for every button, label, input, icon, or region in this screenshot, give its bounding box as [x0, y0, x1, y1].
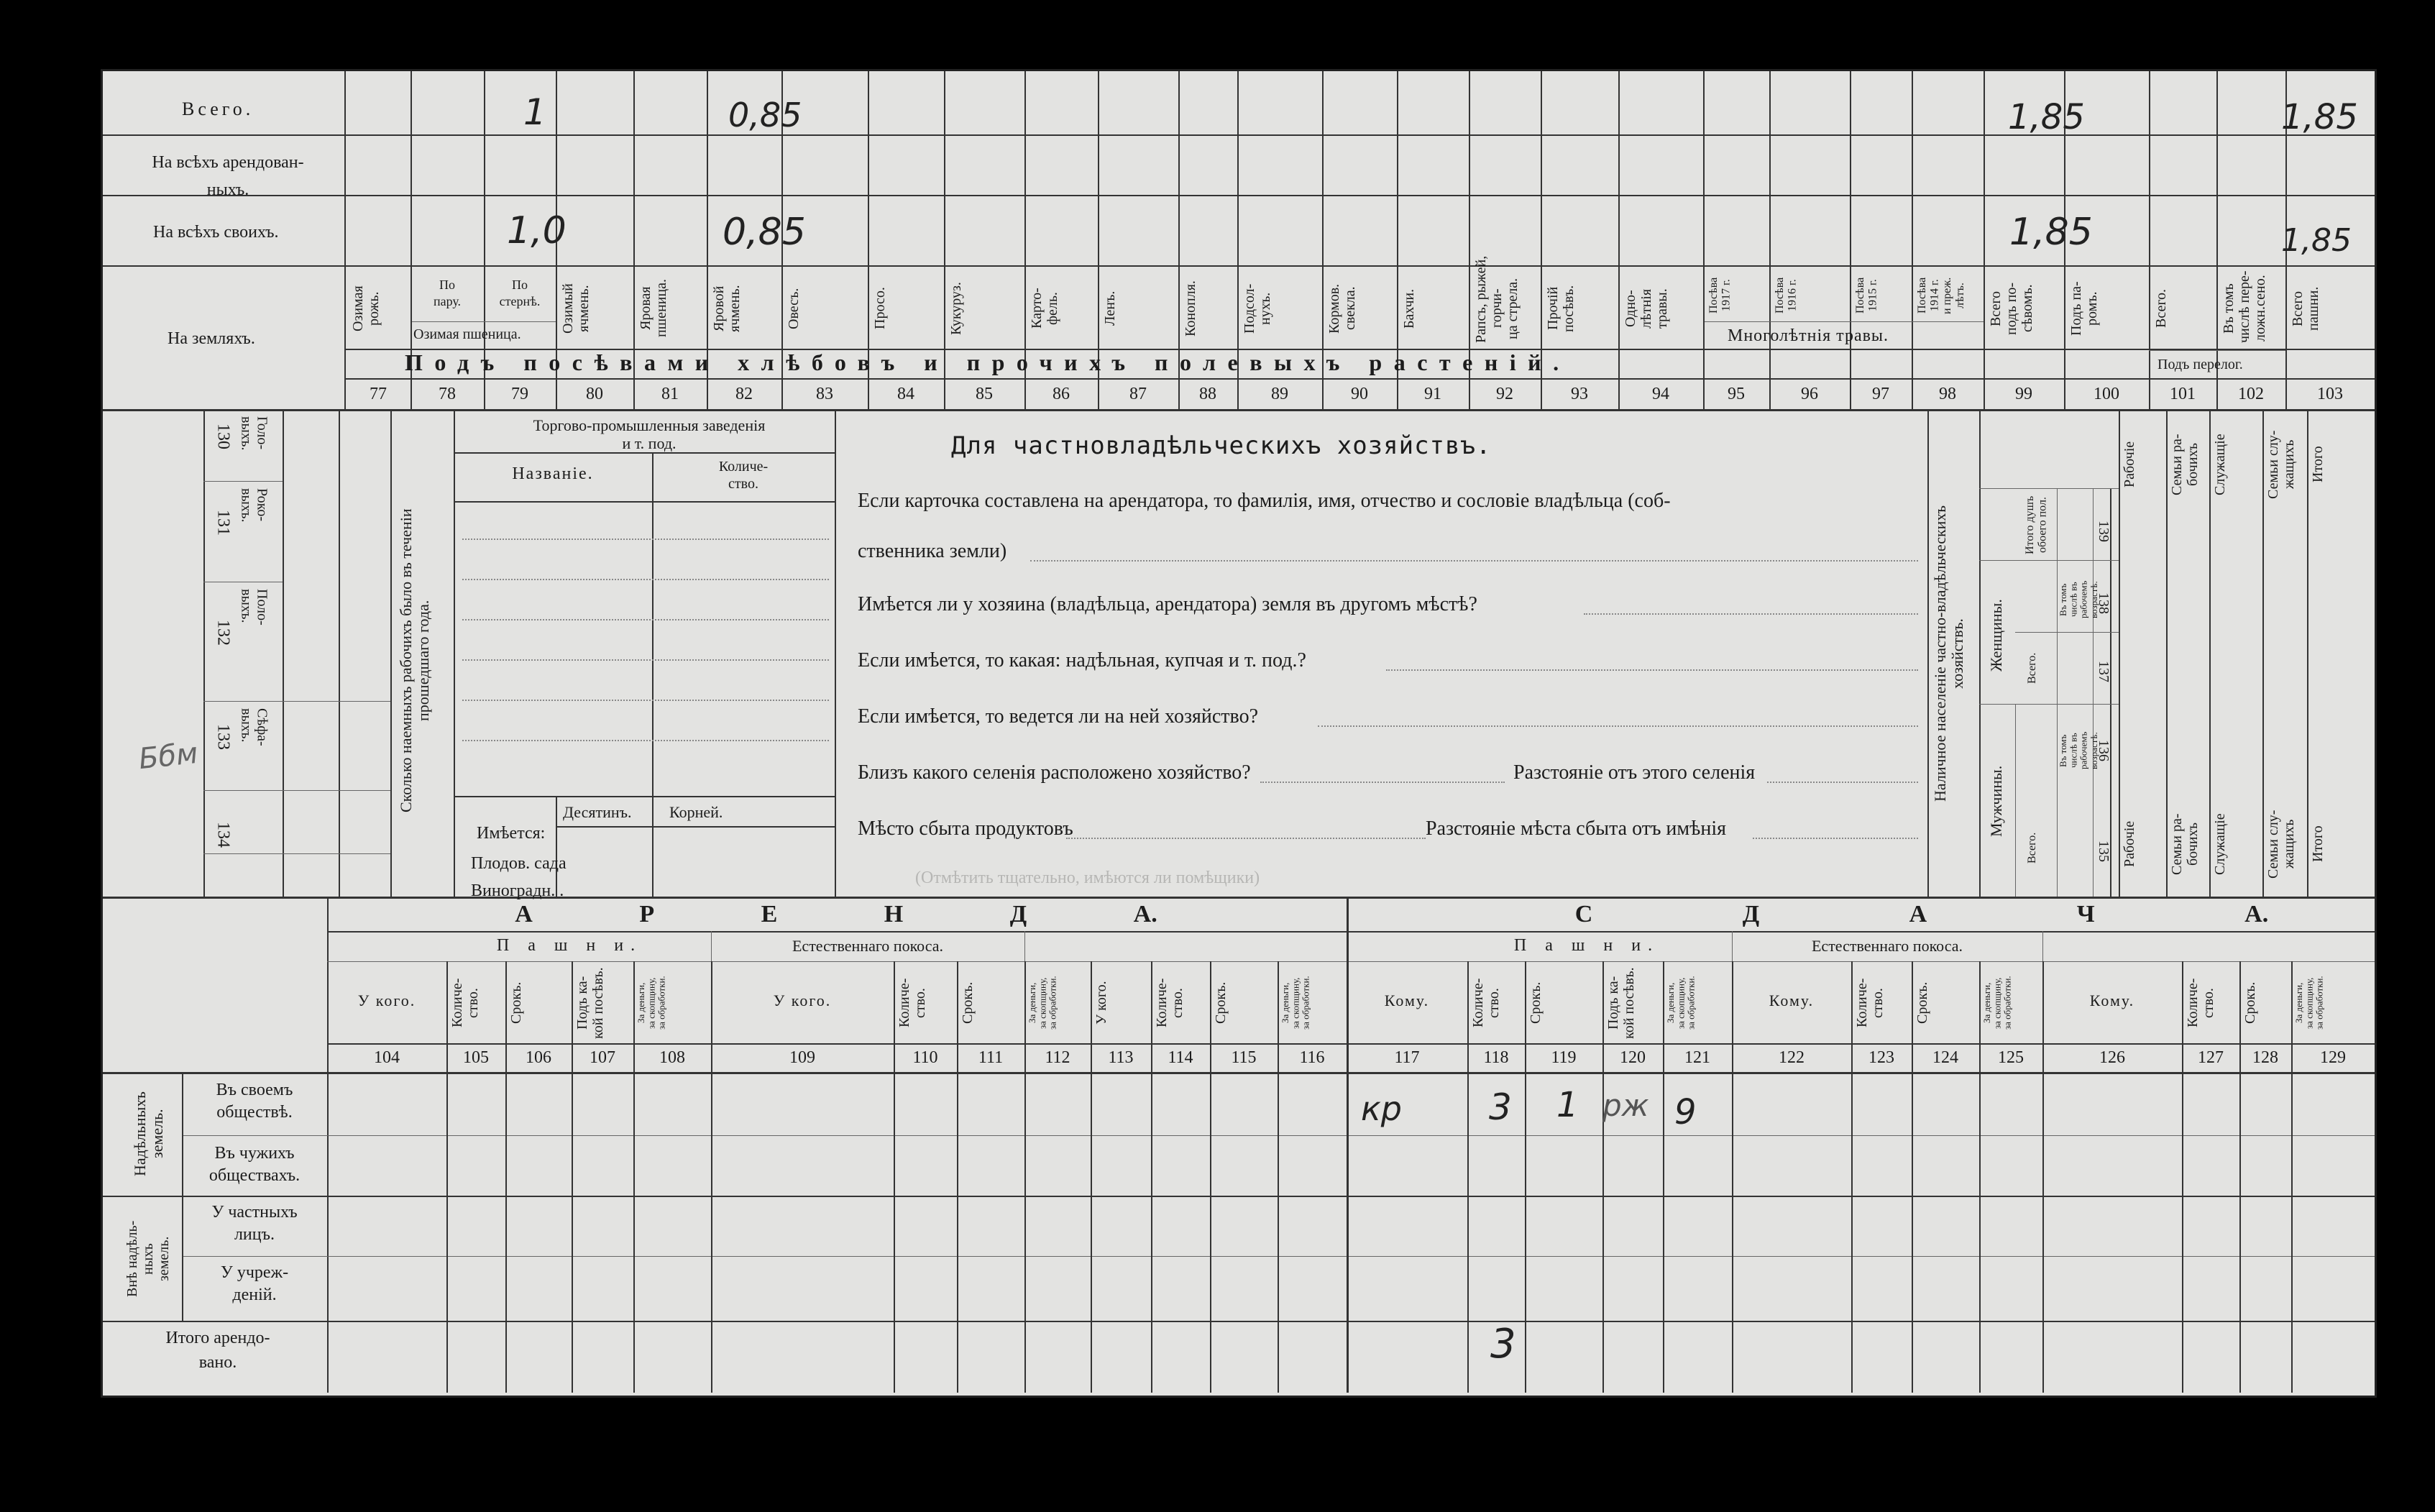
top-col-number: 86	[1053, 385, 1070, 403]
top-col-number: 99	[2015, 385, 2032, 403]
top-col-header-77: Озимая рожь.	[350, 285, 382, 331]
bottom-col-number: 104	[374, 1048, 400, 1067]
top-col-header-87: Ленъ.	[1102, 290, 1118, 326]
top-col-header-92: Рапсъ, рыжей, горчи- ца стрела.	[1473, 255, 1521, 343]
bottom-col-divider	[1525, 961, 1526, 1393]
bottom-col-number: 107	[590, 1048, 615, 1067]
row-label-arendovannyh: На всѣхъ арендован- ныхъ.	[152, 153, 304, 200]
form-q6a: Мѣсто сбыта продуктовъ	[858, 817, 1073, 840]
top-col-number: 85	[976, 385, 993, 403]
bottom-col-number: 117	[1394, 1048, 1420, 1067]
banner-pod-posevami: Подъ посѣвами хлѣбовъ и прочихъ полевыхъ растеній.	[405, 349, 1571, 375]
right-col-label-top: Итого	[2310, 446, 2326, 483]
form-title: Для частновладѣльческихъ хозяйствъ.	[951, 431, 1492, 460]
bottom-col-divider	[446, 961, 448, 1393]
bottom-col-number: 112	[1045, 1048, 1070, 1067]
pop-col-number: 139	[2096, 521, 2111, 542]
bottom-col-header: Кому.	[2089, 991, 2135, 1009]
bottom-col-number: 120	[1620, 1048, 1646, 1067]
bottom-col-divider	[1912, 961, 1913, 1393]
bottom-col-header: У кого.	[773, 991, 832, 1009]
hw-kolichestvo: 3	[1489, 1086, 1512, 1128]
bottom-col-number: 111	[978, 1048, 1004, 1067]
top-col-header-96: Посѣва 1916 г.	[1774, 277, 1799, 314]
men-label: Мужчины.	[1987, 765, 2005, 837]
top-col-number: 91	[1424, 385, 1441, 403]
right-col-divider	[2307, 409, 2308, 897]
census-card	[101, 69, 2377, 1398]
form-q4: Если имѣется, то ведется ли на ней хозяйство?	[858, 705, 1258, 728]
korney-header: Корней.	[669, 803, 723, 821]
bottom-col-divider	[572, 961, 573, 1393]
right-col-label-bottom: Итого	[2310, 825, 2326, 863]
right-col-divider	[2209, 409, 2211, 897]
trade-qty-header: Количе- ство.	[718, 459, 769, 492]
bottom-col-header: Срокъ.	[1213, 981, 1229, 1025]
imeetsya-label: Имѣется:	[477, 824, 546, 843]
hw-vsego-185b: 1,85	[2281, 97, 2358, 137]
top-col-number: 101	[2170, 385, 2196, 403]
sdacha-label: С Д А Ч А.	[1574, 901, 2269, 927]
right-col-divider	[2166, 409, 2168, 897]
row-u-uchrezhdeniy: У учреж- деній.	[220, 1263, 289, 1305]
top-col-header-88: Конопля.	[1183, 280, 1198, 336]
top-col-number: 100	[2094, 385, 2119, 403]
top-col-header-89: Подсол- нухъ.	[1242, 283, 1273, 334]
left-col-label: Голо- выхъ.	[238, 416, 270, 451]
bottom-col-header: За деньги, за скопщину, за обработки.	[636, 976, 667, 1030]
top-col-header-93: Прочій посѣвъ.	[1545, 285, 1577, 332]
bottom-col-number: 125	[1998, 1048, 2024, 1067]
pop-col-number: 137	[2096, 661, 2111, 682]
bottom-col-header: Количе- ство.	[1154, 978, 1186, 1028]
top-col-number: 90	[1351, 385, 1368, 403]
bottom-col-number: 123	[1868, 1048, 1894, 1067]
top-col-number: 80	[586, 385, 603, 403]
bottom-col-divider	[1602, 961, 1604, 1393]
itogo-dush-label: Итого душъ обоего пол.	[2024, 495, 2049, 554]
hw-komu: кр	[1361, 1089, 1402, 1128]
bottom-col-header: Кому.	[1769, 991, 1815, 1009]
right-col-label-bottom: Служащіе	[2212, 813, 2228, 875]
top-col-header-94: Одно- лѣтнія травы.	[1623, 288, 1670, 329]
bottom-col-number: 110	[912, 1048, 938, 1067]
hw-svoih-185b: 1,85	[2281, 222, 2352, 259]
bottom-col-number: 109	[789, 1048, 815, 1067]
row-label-vsego: Всего.	[182, 98, 254, 119]
form-q5a: Близъ какого селенія расположено хозяйство?	[858, 761, 1251, 784]
bottom-col-divider	[1151, 961, 1152, 1393]
bottom-col-divider	[1210, 961, 1211, 1393]
right-col-label-bottom: Рабочіе	[2122, 820, 2137, 868]
bottom-col-divider	[633, 961, 635, 1393]
row-v-chuzhih: Въ чужихъ обществахъ.	[208, 1144, 301, 1186]
hw-den: 9	[1674, 1092, 1697, 1132]
bottom-col-number: 108	[659, 1048, 685, 1067]
group-nadelnyh: Надѣльныхъ земель.	[131, 1091, 167, 1176]
pop-col-number: 135	[2096, 840, 2111, 862]
bottom-col-header: Срокъ.	[508, 981, 524, 1025]
bottom-col-divider	[1732, 961, 1733, 1393]
vineyard-label: Виноградн. .	[471, 881, 564, 900]
mnogoletnie-label: Многолѣтнія травы.	[1728, 326, 1889, 345]
top-col-number: 98	[1939, 385, 1956, 403]
group-vne-nadelnyh: Внѣ надѣль- ныхъ земель.	[124, 1220, 172, 1298]
bottom-col-header: Подъ ка- кой посѣвъ.	[574, 967, 606, 1039]
hw-svoih-085: 0,85	[723, 211, 806, 254]
right-col-label-top: Рабочіе	[2122, 441, 2137, 488]
hw-left-margin: Ббм	[137, 736, 200, 776]
arenda-pashni: П а ш н и.	[496, 936, 643, 955]
top-col-header-85: Кукуруз.	[948, 282, 964, 335]
left-col-number: 131	[214, 510, 233, 536]
top-col-header-91: Бахчи.	[1401, 288, 1417, 329]
top-col-number: 87	[1129, 385, 1147, 403]
hw-itogo: 3	[1490, 1321, 1516, 1367]
bottom-col-number: 114	[1168, 1048, 1193, 1067]
bottom-col-divider	[2239, 961, 2241, 1393]
left-col-label: Сѣфа- выхъ.	[238, 708, 270, 746]
bottom-col-header: Срокъ.	[1914, 981, 1930, 1025]
arenda-pokosa: Естественнаго покоса.	[792, 937, 943, 955]
hired-workers-label: Сколько наемныхъ рабочихъ было въ теченіи прошедшаго года.	[397, 508, 433, 813]
bottom-col-number: 126	[2099, 1048, 2125, 1067]
row-u-chastnyh: У частныхъ лицъ.	[211, 1203, 298, 1245]
bottom-col-divider	[1663, 961, 1664, 1393]
pod-perelog-label: Подъ перелог.	[2157, 357, 2243, 372]
top-col-header-78: По пару.	[433, 278, 462, 309]
bottom-col-header: Срокъ.	[960, 981, 976, 1025]
right-col-label-bottom: Семьи ра- бочихъ	[2169, 813, 2201, 875]
bottom-col-divider	[957, 961, 958, 1393]
bottom-col-number: 119	[1551, 1048, 1577, 1067]
bottom-col-header: У кого.	[357, 991, 416, 1009]
hw-svoih-185a: 1,85	[2009, 211, 2093, 254]
top-col-number: 83	[816, 385, 833, 403]
desyatin-header: Десятинъ.	[563, 803, 632, 821]
form-faint-note: (Отмѣтить тщательно, имѣются ли помѣщики)	[915, 869, 1260, 887]
bottom-col-number: 116	[1299, 1048, 1325, 1067]
bottom-col-divider	[1851, 961, 1853, 1393]
left-col-number: 132	[214, 620, 233, 646]
bottom-col-number: 118	[1483, 1048, 1509, 1067]
pop-col-number: 136	[2096, 740, 2111, 761]
bottom-col-divider	[505, 961, 507, 1393]
bottom-col-divider	[1091, 961, 1092, 1393]
bottom-col-number: 113	[1108, 1048, 1134, 1067]
sdacha-pokosa: Естественнаго покоса.	[1811, 937, 1963, 955]
top-col-number: 94	[1652, 385, 1669, 403]
trade-establishments-title: Торгово-промышленныя заведенія и т. под.	[533, 416, 766, 453]
bottom-col-number: 129	[2320, 1048, 2346, 1067]
bottom-col-divider	[2042, 961, 2044, 1393]
top-col-number: 95	[1728, 385, 1745, 403]
top-col-header-90: Кормов. свекла.	[1326, 283, 1358, 334]
right-col-label-top: Семьи ра- бочихъ	[2169, 434, 2201, 495]
arenda-label: А Р Е Н Д А.	[515, 901, 1157, 927]
bottom-col-number: 124	[1932, 1048, 1958, 1067]
bottom-col-header: Количе- ство.	[1854, 978, 1886, 1028]
bottom-col-header: Количе- ство.	[2185, 978, 2216, 1028]
top-col-number: 102	[2238, 385, 2264, 403]
top-col-header-80: Озимый ячмень.	[560, 283, 592, 334]
population-label: Наличное населеніе частно-владѣльческихъ хозяйствъ.	[1931, 505, 1967, 802]
bottom-col-header: За деньги, за скопщину, за обработки.	[1665, 976, 1697, 1030]
row-label-na-zemlyah: На земляхъ.	[168, 329, 255, 348]
women-label: Женщины.	[1987, 599, 2005, 672]
form-q1-line2: ственника земли)	[858, 540, 1007, 562]
form-q5b: Разстояніе отъ этого селенія	[1513, 761, 1756, 784]
sdacha-pashni: П а ш н и.	[1513, 936, 1660, 955]
bottom-col-divider	[2182, 961, 2183, 1393]
top-col-number: 79	[511, 385, 528, 403]
garden-label: Плодов. сада	[471, 854, 567, 873]
bottom-col-number: 127	[2198, 1048, 2224, 1067]
top-col-header-84: Просо.	[872, 287, 888, 330]
bottom-col-header: За деньги, за скопщину, за обработки.	[1280, 976, 1311, 1030]
hw-posev: рж	[1602, 1088, 1649, 1123]
left-col-number: 133	[214, 724, 233, 750]
row-itogo-arendovano: Итого арендо- вано.	[165, 1329, 270, 1372]
left-col-number: 130	[214, 423, 233, 449]
bottom-col-header: Срокъ.	[1528, 981, 1544, 1025]
bottom-col-number: 128	[2252, 1048, 2278, 1067]
top-col-number: 77	[370, 385, 387, 403]
women-vtom-label: Въ томъ числѣ въ рабочемъ возрастѣ.	[2058, 580, 2099, 619]
top-col-divider	[2149, 71, 2150, 409]
top-col-number: 92	[1496, 385, 1513, 403]
left-col-label: Роко- выхъ.	[238, 488, 270, 523]
hw-svoih-10: 1,0	[507, 209, 567, 252]
women-vsego-label: Всего.	[2026, 652, 2038, 684]
bottom-col-header: Кому.	[1384, 991, 1430, 1009]
top-col-header-81: Яровая пшеница.	[638, 279, 669, 338]
top-col-number: 103	[2317, 385, 2343, 403]
top-col-number: 81	[661, 385, 679, 403]
top-col-header-82: Яровой ячмень.	[711, 285, 743, 332]
bottom-col-header: Подъ ка- кой посѣвъ.	[1605, 967, 1637, 1039]
men-vtom-label: Въ томъ числѣ въ рабочемъ возрастѣ.	[2058, 731, 2099, 770]
pop-col-number: 138	[2096, 592, 2111, 614]
top-col-number: 84	[897, 385, 914, 403]
bottom-col-number: 105	[463, 1048, 489, 1067]
top-col-header-98: Посѣва 1914 г. и преж. лѣтъ.	[1916, 277, 1966, 314]
bottom-col-number: 121	[1684, 1048, 1710, 1067]
bottom-col-number: 122	[1779, 1048, 1805, 1067]
left-col-label: Поло- выхъ.	[238, 589, 270, 626]
right-col-label-top: Семьи слу- жащихъ	[2265, 430, 2297, 499]
left-col-number: 134	[214, 822, 233, 848]
top-col-number: 93	[1571, 385, 1588, 403]
trade-name-header: Названіе.	[512, 464, 594, 483]
form-q2: Имѣется ли у хозяина (владѣльца, арендатора) земля въ другомъ мѣстѣ?	[858, 593, 1477, 615]
row-v-svoem: Въ своемъ обществѣ.	[216, 1081, 293, 1122]
top-col-number: 97	[1872, 385, 1889, 403]
top-col-number: 89	[1271, 385, 1288, 403]
bottom-col-number: 106	[526, 1048, 551, 1067]
bottom-col-divider	[894, 961, 895, 1393]
bottom-col-header: Количе- ство.	[1470, 978, 1502, 1028]
top-col-number: 88	[1199, 385, 1216, 403]
bottom-col-divider	[1979, 961, 1981, 1393]
form-q6b: Разстояніе мѣста сбыта отъ имѣнія	[1426, 817, 1726, 840]
top-col-header-79: По стернѣ.	[499, 278, 541, 309]
men-vsego-label: Всего.	[2026, 832, 2038, 863]
bottom-col-header: Срокъ.	[2242, 981, 2258, 1025]
top-col-header-101: Всего.	[2153, 288, 2169, 329]
row-label-svoih: На всѣхъ своихъ.	[153, 223, 279, 242]
hw-vsego-1: 1	[523, 91, 546, 133]
bottom-col-header: За деньги, за скопщину, за обработки.	[1027, 976, 1058, 1030]
top-col-header-95: Посѣва 1917 г.	[1707, 277, 1733, 314]
bottom-col-divider	[1467, 961, 1469, 1393]
hw-vsego-185a: 1,85	[2008, 97, 2085, 137]
hw-srok: 1	[1556, 1085, 1579, 1125]
top-col-number: 96	[1801, 385, 1818, 403]
bottom-col-header: Количе- ство.	[449, 978, 481, 1028]
bottom-col-divider	[711, 961, 712, 1393]
bottom-col-header: За деньги, за скопщину, за обработки.	[1981, 976, 2013, 1030]
top-col-number: 82	[735, 385, 753, 403]
bottom-col-divider	[1024, 961, 1026, 1393]
bottom-col-header: За деньги, за скопщину, за обработки.	[2293, 976, 2325, 1030]
bottom-col-number: 115	[1231, 1048, 1257, 1067]
bottom-col-header: Количе- ство.	[896, 978, 928, 1028]
right-col-label-bottom: Семьи слу- жащихъ	[2265, 810, 2297, 879]
top-col-header-103: Всего пашни.	[2290, 286, 2321, 331]
top-col-header-86: Карто- фель.	[1029, 288, 1060, 329]
bottom-col-divider	[2291, 961, 2293, 1393]
top-col-header-99: Всего подъ по- сѣвомъ.	[1988, 282, 2035, 335]
top-col-header-83: Овесъ.	[786, 288, 802, 329]
top-col-number: 78	[439, 385, 456, 403]
bottom-col-divider	[1278, 961, 1279, 1393]
hw-vsego-085: 0,85	[728, 96, 802, 134]
form-q3: Если имѣется, то какая: надѣльная, купчая и т. под.?	[858, 649, 1306, 672]
top-col-header-100: Подъ па- ромъ.	[2068, 281, 2100, 336]
form-q1-line1: Если карточка составлена на арендатора, то фамилія, имя, отчество и сословіе владѣльца (соб-	[858, 490, 1671, 512]
bottom-col-header: У кого.	[1093, 981, 1109, 1025]
top-col-header-97: Посѣва 1915 г.	[1854, 277, 1879, 314]
right-col-divider	[2262, 409, 2264, 897]
ozimaya-pshenitsa-label: Озимая пшеница.	[413, 326, 521, 342]
right-col-label-top: Служащіе	[2212, 434, 2228, 495]
top-col-header-102: Въ томъ числѣ пере- ложн.сено.	[2221, 270, 2268, 343]
